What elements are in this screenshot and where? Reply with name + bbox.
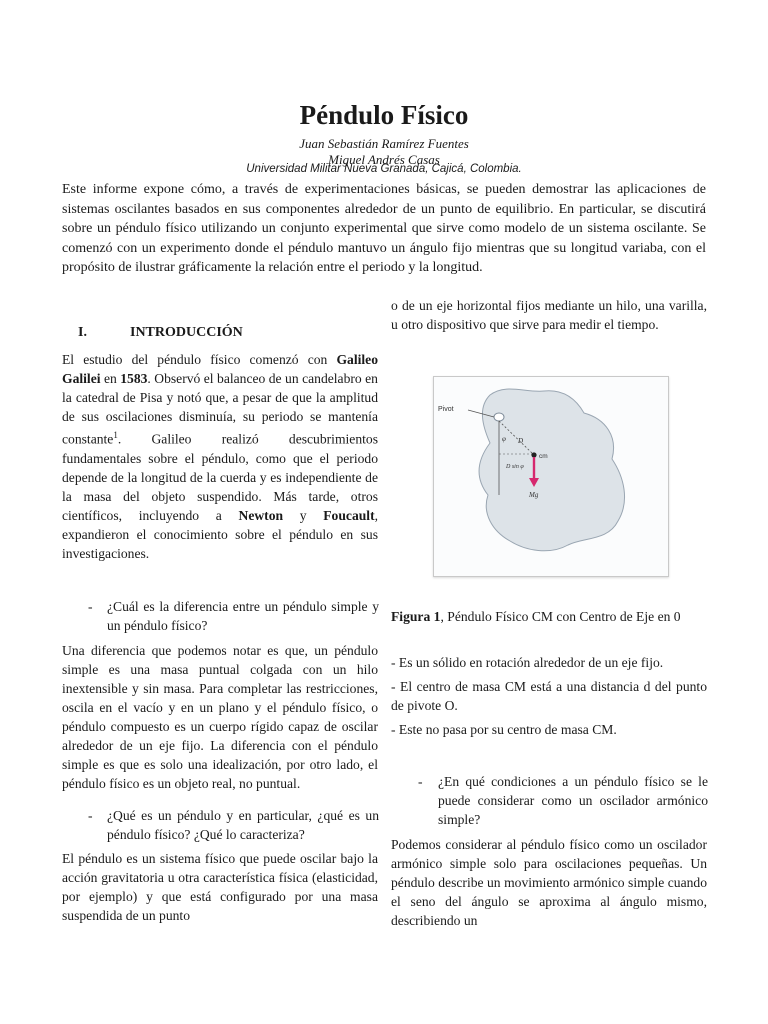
question-text: ¿En qué condiciones a un péndulo físico se le puede considerar como un oscilador armónico simple? xyxy=(438,774,708,827)
answer-2-right: o de un eje horizontal fijos mediante un hilo, una varilla, u otro dispositivo que sirve para medir el tiempo. xyxy=(391,298,707,332)
question-1 xyxy=(88,597,380,637)
intro-year: 1583 xyxy=(120,371,148,386)
answer-1: Una diferencia que podemos notar es que, un péndulo simple es una masa puntual colgada con un hilo inextensible y sin masa. Para completar las restricciones, oscila en el vacío y en un plano y el péndulo físico, o péndulo compuesto es un cuerpo rígido capaz de oscilar alrededor de un eje fijo. La diferencia con el péndulo simple es que es solo una idealización, por otro lado, el péndulo físico es un objeto real, no puntual. xyxy=(62,643,378,791)
intro-name-newton: Newton xyxy=(238,507,284,523)
pivot-hole xyxy=(494,413,504,421)
bullet-dash: - xyxy=(418,774,423,789)
list-item: - El centro de masa CM está a una distancia d del punto de pivote O. xyxy=(391,679,707,713)
intro-name-galileo: Galileo Galilei xyxy=(62,352,378,386)
section-heading xyxy=(78,325,243,341)
affiliation: Universidad Militar Nueva Granada, Cajicá, Colombia. xyxy=(246,163,522,175)
question-2 xyxy=(88,806,380,846)
question-text: ¿Cuál es la diferencia entre un péndulo simple y un péndulo físico? xyxy=(107,599,379,633)
footnote-ref: 1 xyxy=(113,430,118,440)
author-1: Juan Sebastián Ramírez Fuentes xyxy=(299,136,469,151)
section-title: INTRODUCCIÓN xyxy=(130,325,243,340)
intro-text: en xyxy=(100,371,121,386)
question-text: ¿Qué es un péndulo y en particular, ¿qué es un péndulo físico? ¿Qué lo caracteriza? xyxy=(107,808,379,842)
answer-3: Podemos considerar al péndulo físico como un oscilador armónico simple solo para oscilaciones pequeñas. Un péndulo describe un movimiento armónico simple cuando el seno del ángulo se aproxima al ángulo mismo, describiendo un xyxy=(391,837,707,928)
pendulum-diagram xyxy=(434,377,668,576)
label-mg: Mg xyxy=(529,491,539,499)
label-cm: cm xyxy=(539,453,548,460)
label-phi: φ xyxy=(502,435,506,443)
intro-text: El estudio del péndulo físico comenzó con xyxy=(62,352,337,367)
bullet-dash: - xyxy=(88,599,93,614)
intro-paragraph xyxy=(62,350,378,563)
label-pivot: Pivot xyxy=(438,406,454,413)
label-d: D xyxy=(518,437,524,445)
paper-title: Péndulo Físico xyxy=(299,100,469,130)
intro-text: . Observó el balanceo de un candelabro en la catedral de Pisa y notó que, a pesar de que la amplitud de sus oscilaciones disminuía, su periodo se mantenía constante xyxy=(62,371,378,447)
list-item: - Es un sólido en rotación alrededor de un eje fijo. xyxy=(391,655,664,670)
intro-text: , expandieron el conocimiento sobre el péndulo en sus investigaciones. xyxy=(62,507,379,561)
figure-physical-pendulum xyxy=(433,376,669,577)
intro-text: . Galileo realizó descubrimientos fundamentales sobre el péndulo, como que el periodo depende de la longitud de la cuerda y es independiente de la masa del objeto suspendido. Más tarde, otros científicos, incluyendo a xyxy=(62,431,378,523)
section-number: I. xyxy=(78,325,87,340)
caption-text: , Péndulo Físico CM con Centro de Eje en 0 xyxy=(440,609,681,624)
bullet-dash: - xyxy=(88,808,93,823)
author-2: Miguel Andrés Casas xyxy=(328,152,440,167)
center-of-mass-dot xyxy=(531,452,536,457)
intro-name-foucault: Foucault xyxy=(323,507,375,523)
list-item: - Este no pasa por su centro de masa CM. xyxy=(391,722,617,737)
intro-text: y xyxy=(283,507,324,523)
figure-caption xyxy=(391,607,709,626)
answer-2-left: El péndulo es un sistema físico que puede oscilar bajo la acción gravitatoria u otra característica física (elasticidad, por ejemplo) y que está configurado por una masa suspendida de un punto xyxy=(62,851,378,923)
label-d-sin-phi: D sin φ xyxy=(506,464,524,470)
question-3 xyxy=(418,772,708,832)
abstract: Este informe expone cómo, a través de experimentaciones básicas, se pueden demostrar las aplicaciones de sistemas oscilantes basados en sus componentes alrededor de un punto de equilibrio. En particular, se discutirá sobre un péndulo físico utilizando un conjunto experimental que sirve como modelo de un sistema oscilante. Se comenzó con un experimento donde el péndulo mantuvo un ángulo fijo mientras que su longitud variaba, con el propósito de ilustrar gráficamente la relación entre el periodo y la longitud. xyxy=(62,182,706,276)
caption-label: Figura 1 xyxy=(391,609,441,624)
